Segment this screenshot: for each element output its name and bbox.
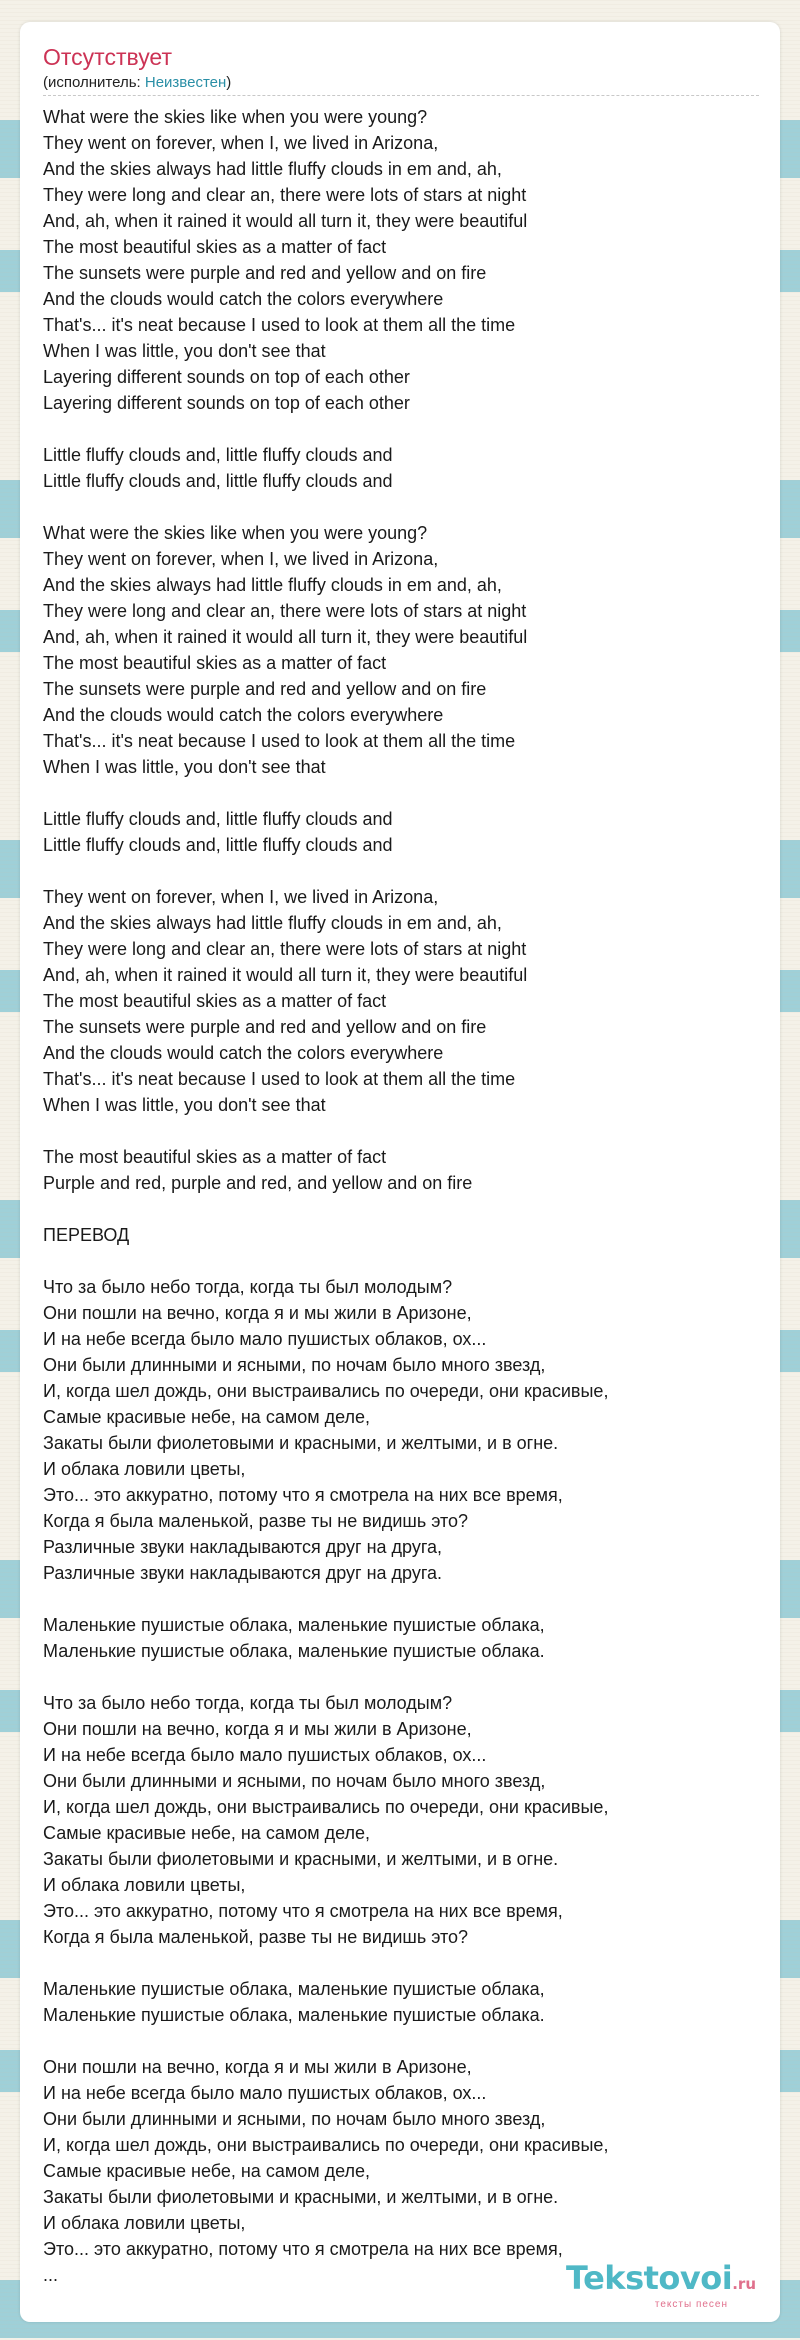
lyrics-line: They were long and clear an, there were lots of stars at night (43, 185, 527, 205)
lyrics-line: Маленькие пушистые облака, маленькие пушистые облака, (43, 1615, 545, 1635)
lyrics-blank-line (43, 2028, 763, 2054)
site-logo[interactable] (566, 2261, 756, 2310)
logo-tld: .ru (732, 2275, 756, 2293)
lyrics-line: And the skies always had little fluffy clouds in em and, ah, (43, 575, 502, 595)
lyrics-line: Layering different sounds on top of each other (43, 393, 410, 413)
lyrics-line: When I was little, you don't see that (43, 1095, 326, 1115)
lyrics-card (20, 22, 780, 2322)
lyrics-blank-line (43, 1950, 763, 1976)
lyrics-line: The most beautiful skies as a matter of fact (43, 653, 387, 673)
lyrics-line: Little fluffy clouds and, little fluffy clouds and (43, 471, 393, 491)
lyrics-line: Они пошли на вечно, когда я и мы жили в Аризоне, (43, 1303, 472, 1323)
lyrics-line: Когда я была маленькой, разве ты не видишь это? (43, 1511, 469, 1531)
lyrics-line: They went on forever, when I, we lived in Arizona, (43, 549, 439, 569)
lyrics-line: Это... это аккуратно, потому что я смотрела на них все время, (43, 2239, 563, 2259)
lyrics-line: ПЕРЕВОД (43, 1225, 130, 1245)
lyrics-line: They were long and clear an, there were lots of stars at night (43, 939, 527, 959)
lyrics-blank-line (43, 1586, 763, 1612)
lyrics-blank-line (43, 1664, 763, 1690)
artist-suffix: ) (226, 74, 232, 91)
lyrics-line: The most beautiful skies as a matter of fact (43, 237, 387, 257)
lyrics-line: What were the skies like when you were young? (43, 523, 428, 543)
lyrics-line: Что за было небо тогда, когда ты был молодым? (43, 1277, 453, 1297)
lyrics-line: And, ah, when it rained it would all turn it, they were beautiful (43, 211, 528, 231)
logo-wordmark (566, 2261, 756, 2301)
lyrics-line: When I was little, you don't see that (43, 341, 326, 361)
lyrics-line: What were the skies like when you were young? (43, 107, 428, 127)
lyrics-line: И облака ловили цветы, (43, 1459, 246, 1479)
lyrics-line: И, когда шел дождь, они выстраивались по очереди, они красивые, (43, 1797, 609, 1817)
lyrics-blank-line (43, 1248, 763, 1274)
lyrics-line: ... (43, 2265, 59, 2285)
lyrics-line: The sunsets were purple and red and yellow and on fire (43, 679, 487, 699)
lyrics-line: That's... it's neat because I used to look at them all the time (43, 1069, 516, 1089)
lyrics-line: They went on forever, when I, we lived in Arizona, (43, 887, 439, 907)
lyrics-line: Они пошли на вечно, когда я и мы жили в Аризоне, (43, 2057, 472, 2077)
lyrics-line: И облака ловили цветы, (43, 2213, 246, 2233)
lyrics-line: И, когда шел дождь, они выстраивались по очереди, они красивые, (43, 1381, 609, 1401)
lyrics-line: And the skies always had little fluffy clouds in em and, ah, (43, 159, 502, 179)
lyrics-line: They were long and clear an, there were lots of stars at night (43, 601, 527, 621)
lyrics-line: And the skies always had little fluffy clouds in em and, ah, (43, 913, 502, 933)
song-title: Отсутствует (43, 44, 172, 70)
lyrics-line: Маленькие пушистые облака, маленькие пушистые облака, (43, 1979, 545, 1999)
lyrics-line: И на небе всегда было мало пушистых облаков, ох... (43, 1745, 487, 1765)
lyrics-line: Они были длинными и ясными, по ночам было много звезд, (43, 1771, 546, 1791)
lyrics-line: And the clouds would catch the colors everywhere (43, 705, 444, 725)
lyrics-line: И на небе всегда было мало пушистых облаков, ох... (43, 1329, 487, 1349)
lyrics-blank-line (43, 1118, 763, 1144)
lyrics-line: The sunsets were purple and red and yellow and on fire (43, 1017, 487, 1037)
lyrics-line: Little fluffy clouds and, little fluffy clouds and (43, 445, 393, 465)
lyrics-line: Закаты были фиолетовыми и красными, и желтыми, и в огне. (43, 2187, 559, 2207)
lyrics-line: Самые красивые небе, на самом деле, (43, 2161, 371, 2181)
logo-name: Tekstovoi (566, 2259, 733, 2297)
lyrics-line: Они были длинными и ясными, по ночам было много звезд, (43, 2109, 546, 2129)
lyrics-line: Что за было небо тогда, когда ты был молодым? (43, 1693, 453, 1713)
lyrics-line: Самые красивые небе, на самом деле, (43, 1823, 371, 1843)
lyrics-line: Различные звуки накладываются друг на друга, (43, 1537, 443, 1557)
lyrics-blank-line (43, 494, 763, 520)
lyrics-blank-line (43, 1196, 763, 1222)
artist-link[interactable]: Неизвестен (144, 74, 227, 91)
lyrics-line: И облака ловили цветы, (43, 1875, 246, 1895)
lyrics-line: Little fluffy clouds and, little fluffy clouds and (43, 809, 393, 829)
lyrics-line: That's... it's neat because I used to look at them all the time (43, 315, 516, 335)
lyrics-blank-line (43, 858, 763, 884)
lyrics-blank-line (43, 780, 763, 806)
lyrics-line: And the clouds would catch the colors everywhere (43, 289, 444, 309)
lyrics-line: They went on forever, when I, we lived in Arizona, (43, 133, 439, 153)
lyrics-line: Little fluffy clouds and, little fluffy clouds and (43, 835, 393, 855)
lyrics-line: When I was little, you don't see that (43, 757, 326, 777)
lyrics-line: Они пошли на вечно, когда я и мы жили в Аризоне, (43, 1719, 472, 1739)
lyrics-line: Самые красивые небе, на самом деле, (43, 1407, 371, 1427)
lyrics-line: Layering different sounds on top of each other (43, 367, 410, 387)
lyrics-line: The most beautiful skies as a matter of fact (43, 991, 387, 1011)
lyrics-blank-line (43, 416, 763, 442)
lyrics-line: And the clouds would catch the colors everywhere (43, 1043, 444, 1063)
lyrics-line: Закаты были фиолетовыми и красными, и желтыми, и в огне. (43, 1849, 559, 1869)
lyrics-line: Закаты были фиолетовыми и красными, и желтыми, и в огне. (43, 1433, 559, 1453)
lyrics-line: Это... это аккуратно, потому что я смотрела на них все время, (43, 1901, 563, 1921)
lyrics-line: And, ah, when it rained it would all turn it, they were beautiful (43, 627, 528, 647)
lyrics-line: Они были длинными и ясными, по ночам было много звезд, (43, 1355, 546, 1375)
lyrics-line: И, когда шел дождь, они выстраивались по очереди, они красивые, (43, 2135, 609, 2155)
lyrics-line: That's... it's neat because I used to look at them all the time (43, 731, 516, 751)
lyrics-text (43, 104, 763, 2288)
lyrics-line: Маленькие пушистые облака, маленькие пушистые облака. (43, 2005, 545, 2025)
logo-tagline: тексты песен (654, 2299, 728, 2310)
lyrics-line: И на небе всегда было мало пушистых облаков, ох... (43, 2083, 487, 2103)
lyrics-line: Purple and red, purple and red, and yellow and on fire (43, 1173, 473, 1193)
artist-prefix: (исполнитель: (43, 74, 145, 91)
lyrics-line: Маленькие пушистые облака, маленькие пушистые облака. (43, 1641, 545, 1661)
lyrics-line: Когда я была маленькой, разве ты не видишь это? (43, 1927, 469, 1947)
lyrics-line: Различные звуки накладываются друг на друга. (43, 1563, 443, 1583)
lyrics-line: Это... это аккуратно, потому что я смотрела на них все время, (43, 1485, 563, 1505)
lyrics-line: The sunsets were purple and red and yellow and on fire (43, 263, 487, 283)
lyrics-line: And, ah, when it rained it would all turn it, they were beautiful (43, 965, 528, 985)
lyrics-line: The most beautiful skies as a matter of fact (43, 1147, 387, 1167)
artist-line (43, 73, 759, 96)
